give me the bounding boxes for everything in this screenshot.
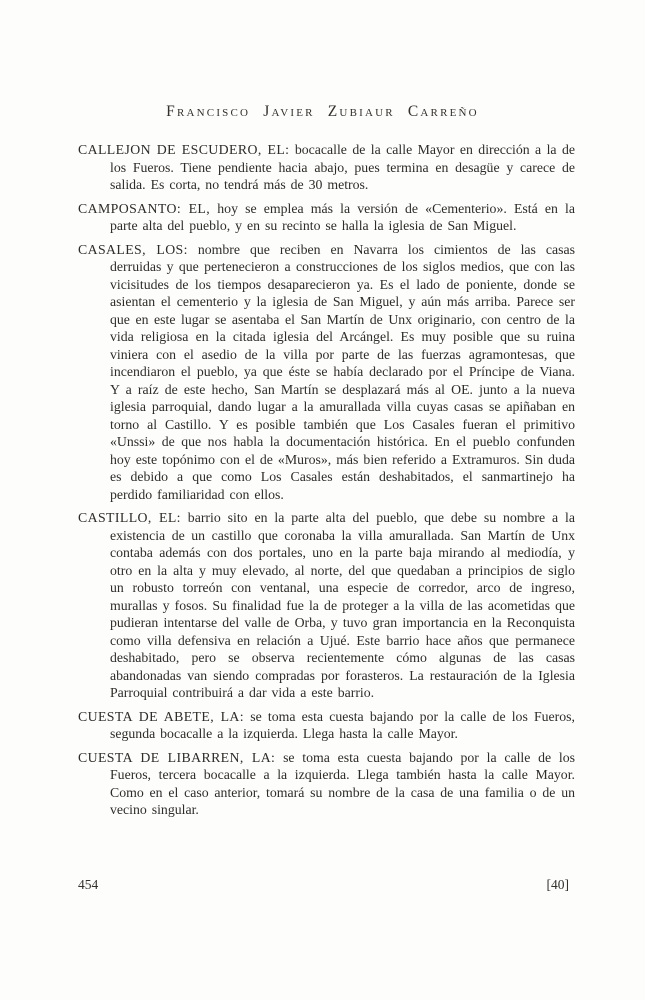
footer-page-number: 454 bbox=[78, 877, 99, 892]
entry-term: CUESTA DE ABETE, LA: bbox=[78, 708, 245, 724]
glossary-entry bbox=[78, 509, 575, 702]
glossary-entry bbox=[78, 708, 575, 743]
entry-term: CAMPOSANTO: EL, bbox=[78, 200, 211, 216]
glossary-entry bbox=[78, 241, 575, 504]
footer-fascicle-number: [40] bbox=[546, 877, 569, 892]
entry-body: barrio sito en la parte alta del pueblo, que debe su nombre a la existencia de un castillo que coronaba la villa amurallada. San Martín de Unx contaba además con dos portales, uno en la parte baja mirando al mediodía, y otro en la alta y muy elevado, al norte, del que quedaban a principios de siglo un robusto torreón con ventanal, una especie de corredor, arco de ingreso, murallas y fosos. Su finalidad fue la de proteger a la villa de las acometidas que pudieran intentarse del valle de Orba, y tuvo gran importancia en la Reconquista como villa defensiva en relación a Ujué. Este barrio hace años que permanece deshabitado, pero se observa recientemente cómo algunas de las casas abandonadas van siendo compradas por forasteros. La restauración de la Iglesia Parroquial contribuirá a dar vida a este barrio. bbox=[110, 510, 575, 700]
entry-term: CASALES, LOS: bbox=[78, 241, 188, 257]
glossary-content bbox=[78, 141, 575, 819]
entry-body: se toma esta cuesta bajando por la calle de los Fueros, tercera bocacalle a la izquierda. Llega también hasta la calle Mayor. Como en el caso anterior, tomará su nombre de la casa de una familia o de un vecino singular. bbox=[110, 749, 576, 817]
glossary-entry bbox=[78, 749, 575, 819]
entry-body: se toma esta cuesta bajando por la calle de los Fueros, segunda bocacalle a la izquierda. Llega hasta la calle Mayor. bbox=[110, 708, 575, 741]
entry-term: CUESTA DE LIBARREN, LA: bbox=[78, 749, 276, 765]
glossary-entry bbox=[78, 141, 575, 194]
entry-term: CASTILLO, EL: bbox=[78, 510, 181, 525]
page-footer bbox=[78, 877, 569, 893]
glossary-entry bbox=[78, 200, 575, 235]
author-heading: Francisco Javier Zubiaur Carreño bbox=[166, 103, 479, 120]
entry-body: bocacalle de la calle Mayor en dirección a la de los Fueros. Tiene pendiente hacia abajo, pues termina en desagüe y carece de salida. Es corta, no tendrá más de 30 metros. bbox=[110, 142, 575, 192]
entry-body: hoy se emplea más la versión de «Cementerio». Está en la parte alta del pueblo, y en su recinto se halla la iglesia de San Miguel. bbox=[110, 200, 575, 233]
entry-term: CALLEJON DE ESCUDERO, EL: bbox=[78, 142, 290, 157]
entry-body: nombre que reciben en Navarra los cimientos de las casas derruidas y que pertenecieron a construcciones de los siglos medios, que con las vicisitudes de los tiempos desaparecieron ya. Es el lado de poniente, donde se asientan el cementerio y la iglesia de San Miguel, y aún más arriba. Parece ser que en este lugar se asentaba el San Martín de Unx originario, con centro de la vida religiosa en la citada iglesia del Arcángel. Es muy posible que su ruina viniera con el asedio de la villa por parte de las fuerzas agramontesas, que incendiaron el pueblo, ya que éste se había declarado por el Príncipe de Viana. Y a raíz de este hecho, San Martín se desplazará más al OE. junto a la nueva iglesia parroquial, dando lugar a la amurallada villa cuyas casas se apiñaban en torno al Castillo. Y es posible también que Los Casales fueran el primitivo «Unssi» de que nos habla la documentación histórica. En el pueblo confunden hoy este topónimo con el de «Muros», más bien referido a Extramuros. Sin duda es debido a que como Los Casales están deshabitados, el sanmartinejo ha perdido familiaridad con ellos. bbox=[110, 241, 576, 502]
